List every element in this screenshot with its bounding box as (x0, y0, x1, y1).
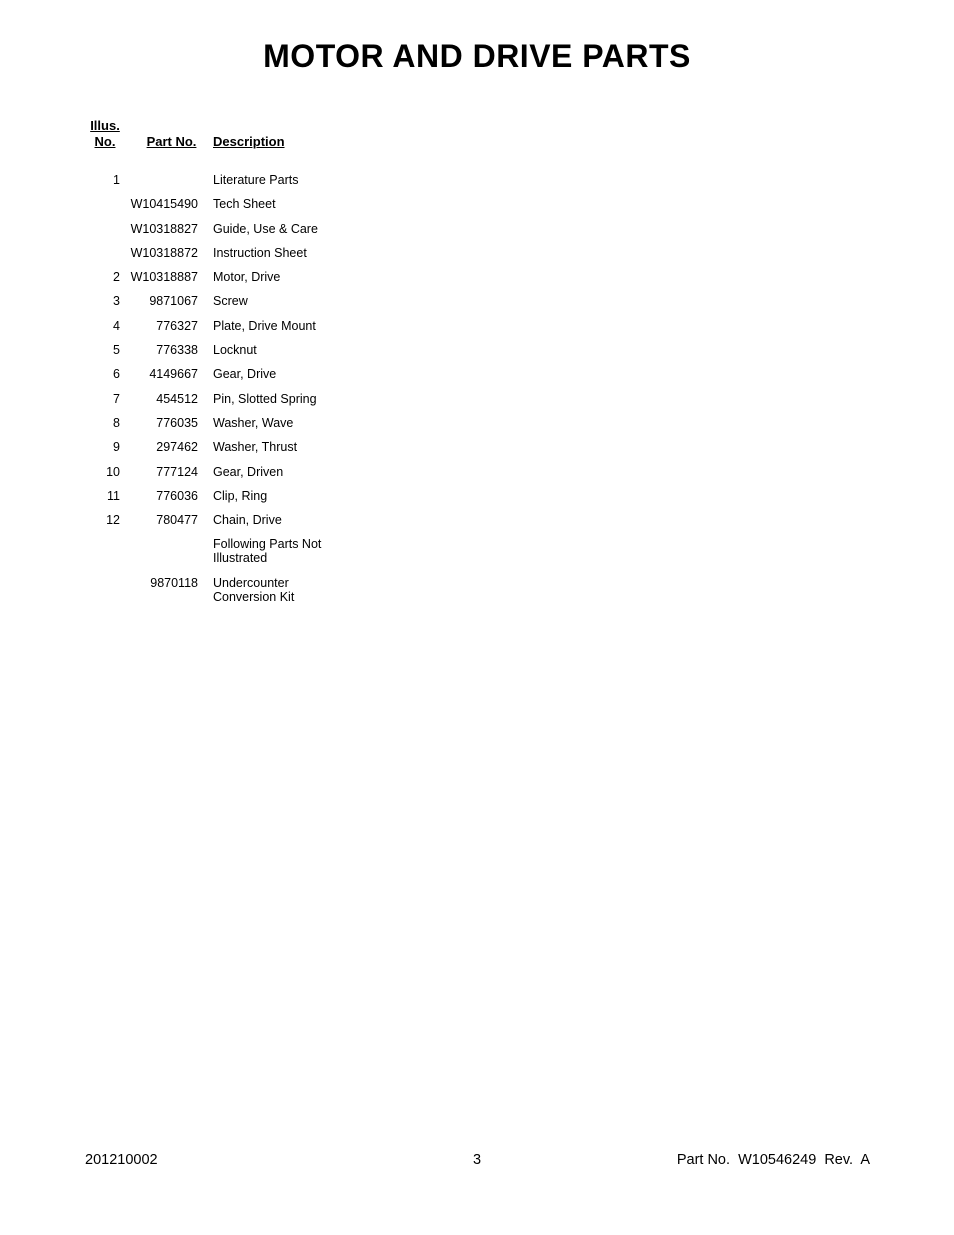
description-cell: Locknut (213, 343, 257, 358)
illus-header-line2: No. (94, 134, 116, 149)
description-cell: Chain, Drive (213, 513, 282, 528)
illus-no-cell: 10 (106, 464, 120, 479)
description-cell: Literature Parts (213, 173, 299, 187)
table-row (80, 338, 343, 362)
table-row (80, 362, 343, 386)
table-row (80, 217, 343, 241)
description-cell: Clip, Ring (213, 488, 268, 503)
part-no-cell: 780477 (156, 513, 198, 528)
description-cell: Undercounter Conversion Kit (213, 575, 295, 604)
description-cell: Following Parts Not Illustrated (213, 537, 322, 566)
footer-page-number: 3 (472, 1152, 482, 1168)
table-header (80, 118, 343, 168)
part-no-cell: W10318872 (130, 245, 198, 260)
part-no-cell: 9871067 (149, 294, 198, 309)
description-header (213, 118, 343, 168)
illus-no-cell: 7 (113, 391, 120, 406)
header-row (80, 118, 343, 168)
table-row (80, 192, 343, 216)
description-cell: Screw (213, 294, 248, 309)
part-no-cell: 454512 (156, 391, 198, 406)
table-row (80, 265, 343, 289)
table-row (80, 314, 343, 338)
illus-no-cell: 2 (113, 270, 120, 285)
illus-no-cell: 4 (113, 318, 120, 333)
description-cell: Washer, Wave (213, 415, 294, 430)
illus-no-cell (80, 241, 130, 265)
table-row (80, 289, 343, 313)
description-cell: Pin, Slotted Spring (213, 391, 317, 406)
part-header-label: Part No. (146, 134, 197, 149)
footer-part-number: Part No. W10546249 Rev. A (676, 1152, 870, 1168)
part-no-cell: 777124 (156, 464, 198, 479)
part-no-cell (130, 532, 213, 570)
illus-no-cell: 3 (113, 294, 120, 309)
part-no-cell: 776327 (156, 318, 198, 333)
illus-header-line1: Illus. (90, 118, 120, 133)
table-row (80, 387, 343, 411)
illus-no-cell: 5 (113, 343, 120, 358)
part-no-cell: 9870118 (150, 575, 198, 590)
illus-no-cell: 6 (113, 367, 120, 382)
table-row (80, 460, 343, 484)
illus-no-cell: 12 (106, 513, 120, 528)
table-row (80, 484, 343, 508)
description-cell: Washer, Thrust (213, 440, 298, 455)
table-row (80, 532, 343, 570)
description-cell: Motor, Drive (213, 270, 281, 285)
description-cell: Instruction Sheet (213, 245, 307, 260)
part-no-cell (130, 168, 213, 192)
part-no-cell: 776338 (156, 343, 198, 358)
footer-doc-code: 201210002 (85, 1152, 158, 1168)
table-row (80, 435, 343, 459)
part-no-cell: W10318887 (130, 270, 198, 285)
part-no-cell: 776035 (156, 415, 198, 430)
illus-no-cell: 1 (113, 173, 120, 187)
description-cell: Plate, Drive Mount (213, 318, 316, 333)
table-row (80, 571, 343, 609)
table-row (80, 241, 343, 265)
description-cell: Guide, Use & Care (213, 221, 318, 236)
description-header-label: Description (213, 134, 285, 149)
illus-no-cell (80, 192, 130, 216)
table-row (80, 411, 343, 435)
part-no-cell: 297462 (156, 440, 198, 455)
illus-no-cell: 11 (107, 488, 120, 503)
illus-no-cell (80, 571, 130, 609)
illus-no-cell (80, 217, 130, 241)
illus-no-header (80, 118, 130, 168)
illus-no-cell (80, 532, 130, 570)
description-cell: Gear, Driven (213, 464, 284, 479)
part-no-cell: W10415490 (130, 197, 198, 212)
part-no-cell: W10318827 (130, 221, 198, 236)
description-cell: Gear, Drive (213, 367, 277, 382)
part-no-cell: 4149667 (149, 367, 198, 382)
page-title: MOTOR AND DRIVE PARTS (263, 38, 691, 74)
table-row (80, 508, 343, 532)
description-cell: Tech Sheet (213, 197, 276, 212)
illus-no-cell: 9 (113, 440, 120, 455)
table-body (80, 168, 343, 609)
parts-table (80, 118, 343, 609)
part-no-cell: 776036 (156, 488, 198, 503)
illus-no-cell: 8 (113, 415, 120, 430)
table-row (80, 168, 343, 192)
part-no-header (130, 118, 213, 168)
